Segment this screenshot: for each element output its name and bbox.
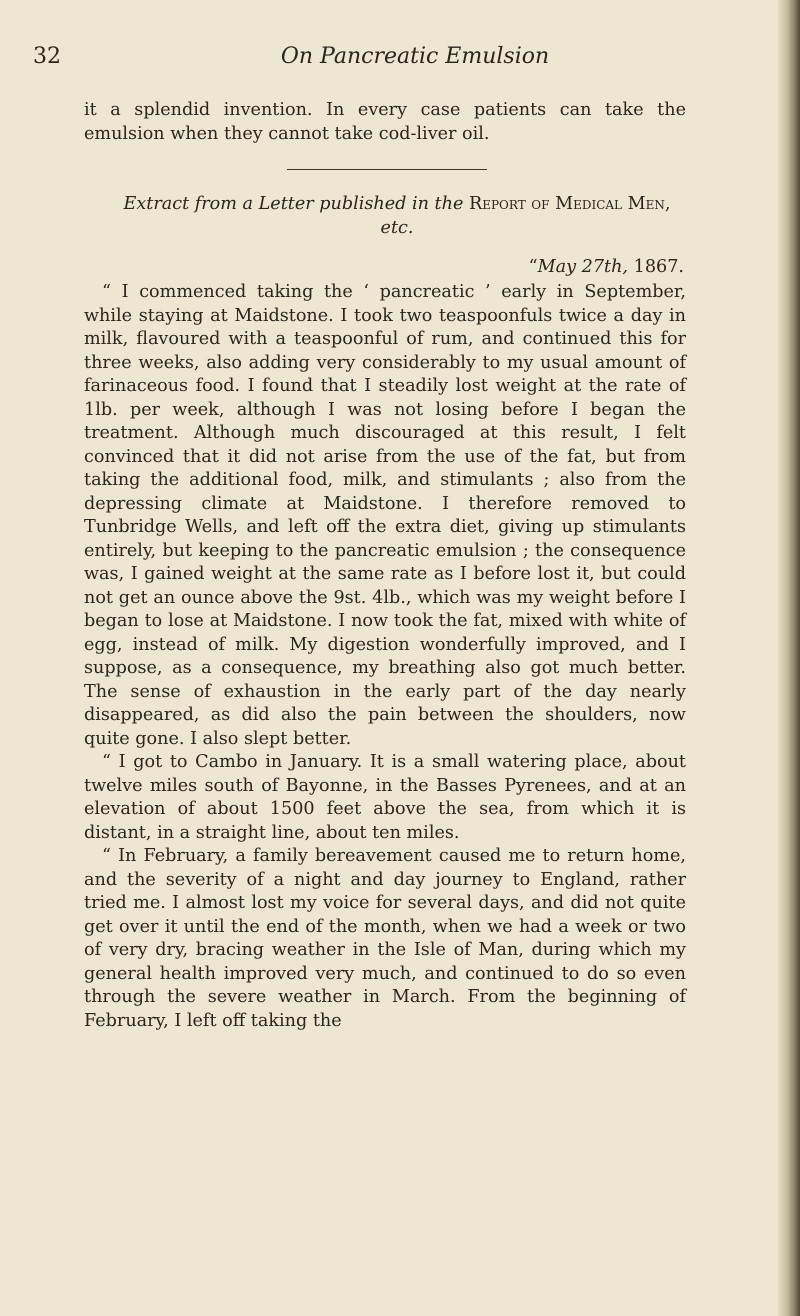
- dateline-year: 1867.: [633, 257, 684, 277]
- letter-paragraph: “ I got to Cambo in January. It is a small watering place, about twelve miles south of Bayonne, in the Basses Pyrenees, and at an elevation of about 1500 feet above the sea, from which it is distant, in a straight line, about ten miles.: [84, 752, 686, 843]
- running-title: On Pancreatic Emulsion: [280, 44, 550, 69]
- page-number: 32: [33, 44, 61, 69]
- page-header: [0, 44, 800, 80]
- dateline-quote: “: [528, 257, 538, 277]
- letter-paragraph: “ In February, a family bereavement caused me to return home, and the severity of a night and day journey to England, rather tried me. I almost lost my voice for several days, and did not quite get over it until the end of the month, when we had a week or two of very dry, bracing weather in the Isle of Man, during which my general health improved very much, and continued to do so even through the severe weather in March. From the beginning of February, I left off taking the: [84, 846, 686, 1031]
- page-edge-shadow: [778, 0, 800, 1316]
- dateline-date: May 27th,: [537, 257, 629, 277]
- section-divider: [287, 169, 487, 170]
- opening-paragraph: it a splendid invention. In every case patients can take the emulsion when they cannot take cod-liver oil.: [84, 100, 686, 144]
- extract-heading-italic: Extract from a Letter published in the: [123, 194, 464, 214]
- extract-heading: [108, 193, 686, 240]
- letter-dateline: [84, 256, 684, 280]
- letter-body: [84, 281, 686, 1033]
- letter-paragraph: “ I commenced taking the ‘ pancreatic ’ early in September, while staying at Maidstone. I took two teaspoonfuls twice a day in milk, flavoured with a teaspoonful of rum, and continued this for three weeks, also adding very considerably to my usual amount of farinaceous food. I found that I steadily lost weight at the rate of 1lb. per week, although I was not losing before I began the treatment. Although much discouraged at this result, I felt convinced that it did not arise from the use of the fat, but from taking the additional food, milk, and stimulants ; also from the depressing climate at Maidstone. I therefore removed to Tunbridge Wells, and left off the extra diet, giving up stimulants entirely, but keeping to the pancreatic emulsion ; the consequence was, I gained weight at the same rate as I before lost it, but could not get an ounce above the 9st. 4lb., which was my weight before I began to lose at Maidstone. I now took the fat, mixed with white of egg, instead of milk. My digestion wonderfully improved, and I suppose, as a consequence, my breathing also got much better. The sense of exhaustion in the early part of the day nearly disappeared, as did also the pain between the shoulders, now quite gone. I also slept better.: [84, 282, 686, 749]
- extract-heading-report-title: Report of Medical Men,: [468, 194, 671, 214]
- extract-heading-etc: etc.: [380, 217, 414, 238]
